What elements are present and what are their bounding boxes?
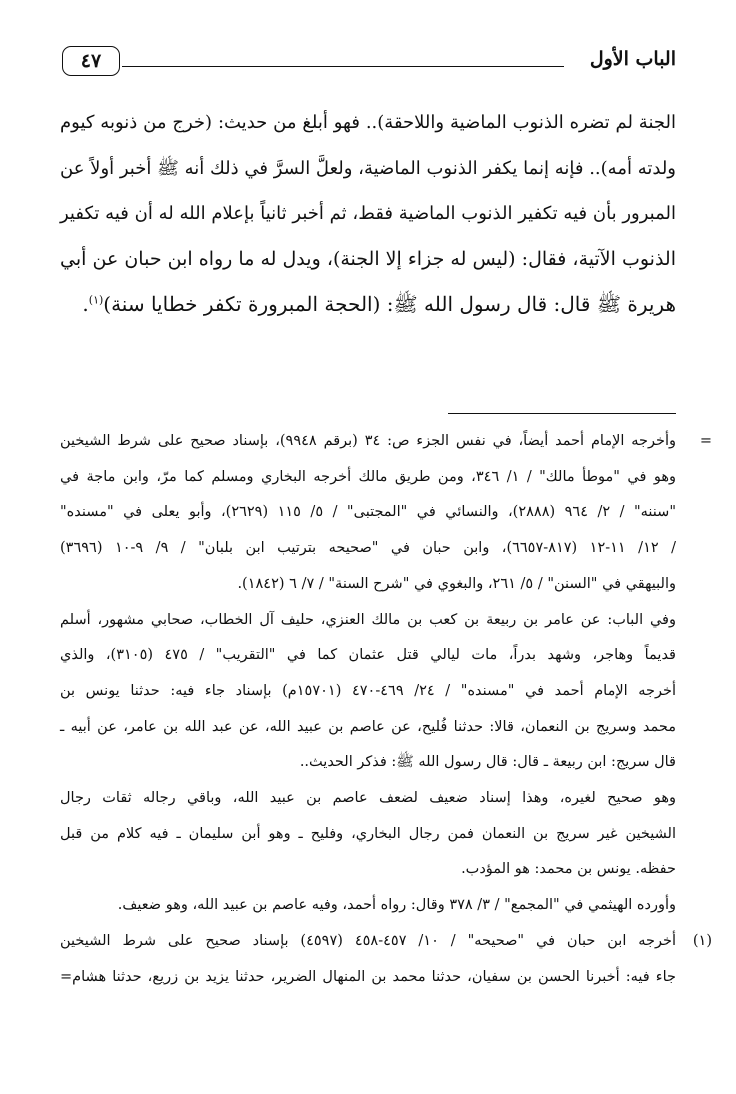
footnote-line: وفي الباب: عن عامر بن ربيعة بن كعب بن مالك العنزي، حليف آل الخطاب، صحابي مشهور، أسلم	[60, 611, 676, 628]
main-text-line: الجنة لم تضره الذنوب الماضية واللاحقة).. فهو أبلغ من حديث: (خرج من ذنوبه كيوم	[60, 112, 676, 133]
footnote-line: وأورده الهيثمي في "المجمع" / ٣/ ٣٧٨ وقال: رواه أحمد، وفيه عاصم بن عبيد الله، وهو ضعيف.	[117, 897, 676, 914]
footnote-line: الشيخين غير سريج بن النعمان فمن رجال البخاري، وفليح ـ وهو أبن سليمان ـ فيه كلام من قبل	[60, 825, 676, 842]
main-text	[60, 100, 676, 328]
page-number: ٤٧	[62, 46, 120, 76]
footnote-line: وهو صحيح لغيره، وهذا إسناد ضعيف لضعف عاصم بن عبيد الله، وباقي رجاله ثقات رجال	[60, 790, 676, 807]
footnote-line: وهو في "موطأ مالك" / ١/ ٣٤٦، ومن طريق مالك أخرجه البخاري ومسلم كما مرّ، وابن ماجة في	[60, 468, 676, 485]
chapter-title: الباب الأول	[589, 48, 676, 70]
footnote-line	[60, 924, 712, 960]
footnote-line: جاء فيه: أخبرنا الحسن بن سفيان، حدثنا محمد بن المنهال الضرير، حدثنا يزيد بن زريع، حدثنا هشام=	[60, 968, 676, 985]
main-text-line: المبرور بأن فيه تكفير الذنوب الماضية فقط، ثم أخبر ثانياً بإعلام الله له أن فيه تكفير	[60, 203, 676, 224]
footnote-line	[60, 424, 712, 460]
footnotes	[60, 424, 712, 995]
main-text-line	[60, 282, 676, 328]
footnote-line: "سننه" / ٢/ ٩٦٤ (٢٨٨٨)، والنسائي في "المجتبى" / ٥/ ١١٥ (٢٦٢٩)، وأبو يعلى في "مسنده"	[60, 504, 676, 521]
sentence-end: .	[82, 292, 89, 316]
continuation-marker: =	[699, 433, 712, 449]
footnote-separator	[448, 413, 676, 414]
footnote-line: أخرجه الإمام أحمد في "مسنده" / ٢٤/ ٤٦٩-٤٧٠ (١٥٧٠١م) بإسناد جاء فيه: حدثنا يونس بن	[60, 682, 676, 699]
footnote-reference: (١)	[88, 293, 104, 307]
footnote-line: / ١٢/ ١١-١٢ (٨١٧-٦٦٥٧)، وابن حبان في "صحيحه بترتيب ابن بلبان" / ٩/ ٩-١٠ (٣٦٩٦)	[60, 540, 676, 557]
footnote-line-text: وأخرجه الإمام أحمد أيضاً، في نفس الجزء ص: ٣٤ (برقم ٩٩٤٨)، بإسناد صحيح على شرط الشيخين	[60, 433, 676, 449]
main-text-line-content: هريرة ﷺ قال: قال رسول الله ﷺ: (الحجة المبرورة تكفر خطايا سنة)	[103, 292, 676, 316]
footnote-line: والبيهقي في "السنن" / ٥/ ٢٦١، والبغوي في "شرح السنة" / ٧/ ٦ (١٨٤٢).	[237, 575, 676, 592]
main-text-line: الذنوب الآتية، فقال: (ليس له جزاء إلا الجنة)، ويدل له ما رواه ابن حبان عن أبي	[60, 247, 676, 270]
footnote-line: محمد وسريج بن النعمان، قالا: حدثنا فُليح، عن عاصم بن عبيد الله، عن عبد الله بن عامر، عن أبيه ـ	[60, 718, 676, 735]
footnote-line-text: أخرجه ابن حبان في "صحيحه" / ١٠/ ٤٥٧-٤٥٨ (٤٥٩٧) بإسناد صحيح على شرط الشيخين	[60, 932, 676, 949]
header-rule	[122, 66, 564, 67]
main-text-line: ولدته أمه).. فإنه إنما يكفر الذنوب الماضية، ولعلَّ السرَّ في ذلك أنه ﷺ أخبر أولاً عن	[60, 157, 676, 179]
footnote-line: قديماً وهاجر، وشهد بدراً، مات ليالي قتل عثمان كما في "التقريب" / ٤٧٥ (٣١٠٥)، والذي	[60, 647, 676, 664]
footnote-line: قال سريج: ابن ربيعة ـ قال: قال رسول الله ﷺ: فذكر الحديث..	[299, 754, 676, 771]
page-header	[62, 46, 676, 82]
footnote-number: (١)	[692, 932, 712, 949]
footnote-line: حفظه. يونس بن محمد: هو المؤدب.	[461, 861, 676, 878]
